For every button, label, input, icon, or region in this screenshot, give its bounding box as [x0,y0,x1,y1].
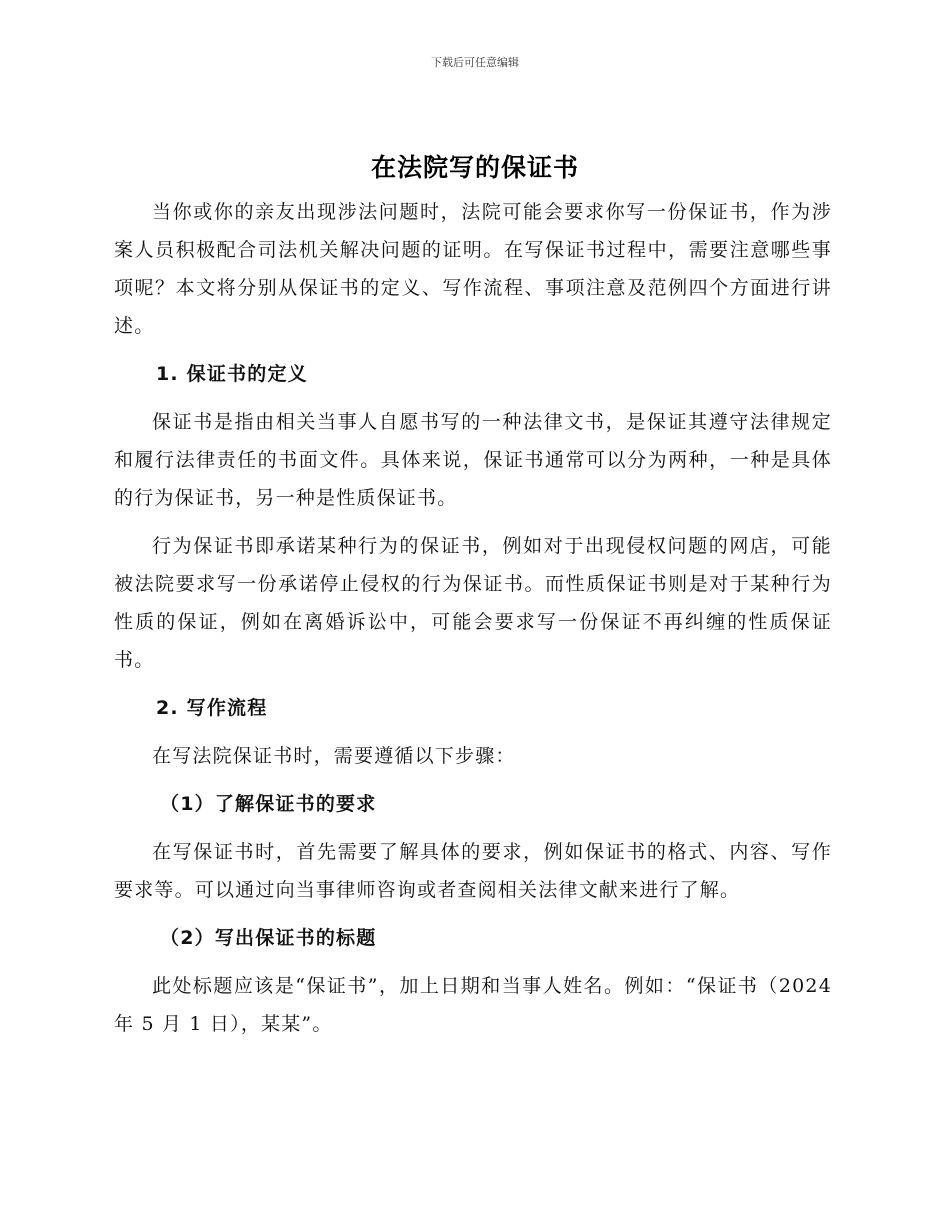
step-1-heading: （1）了解保证书的要求 [160,793,377,815]
intro-paragraph: 当你或你的亲友出现涉法问题时，法院可能会要求你写一份保证书，作为涉案人员积极配合司法机关解决问题的证明。在写保证书过程中，需要注意哪些事项呢？本文将分别从保证书的定义、写作流程、事项注意及范例四个方面进行讲述。 [114,201,832,337]
page-header-note: 下载后可任意编辑 [431,56,519,69]
section-2-heading: 2. 写作流程 [156,697,268,719]
document-title: 在法院写的保证书 [370,153,579,182]
section-1-paragraph-1: 保证书是指由相关当事人自愿书写的一种法律文书，是保证其遵守法律规定和履行法律责任的书面文件。具体来说，保证书通常可以分为两种，一种是具体的行为保证书，另一种是性质保证书。 [114,411,832,509]
step-2-heading: （2）写出保证书的标题 [160,927,377,949]
step-1-paragraph: 在写保证书时，首先需要了解具体的要求，例如保证书的格式、内容、写作要求等。可以通过向当事律师咨询或者查阅相关法律文献来进行了解。 [114,841,832,901]
section-2-intro: 在写法院保证书时，需要遵循以下步骤： [152,745,516,767]
step-2-paragraph: 此处标题应该是“保证书”，加上日期和当事人姓名。例如：“保证书（2024 年 5 月 1 日），某某”。 [114,975,832,1035]
section-1-paragraph-2: 行为保证书即承诺某种行为的保证书，例如对于出现侵权问题的网店，可能被法院要求写一份承诺停止侵权的行为保证书。而性质保证书则是对于某种行为性质的保证，例如在离婚诉讼中，可能会要求写一份保证不再纠缠的性质保证书。 [114,535,832,671]
section-1-heading: 1. 保证书的定义 [156,363,308,385]
document-body [114,193,832,1053]
